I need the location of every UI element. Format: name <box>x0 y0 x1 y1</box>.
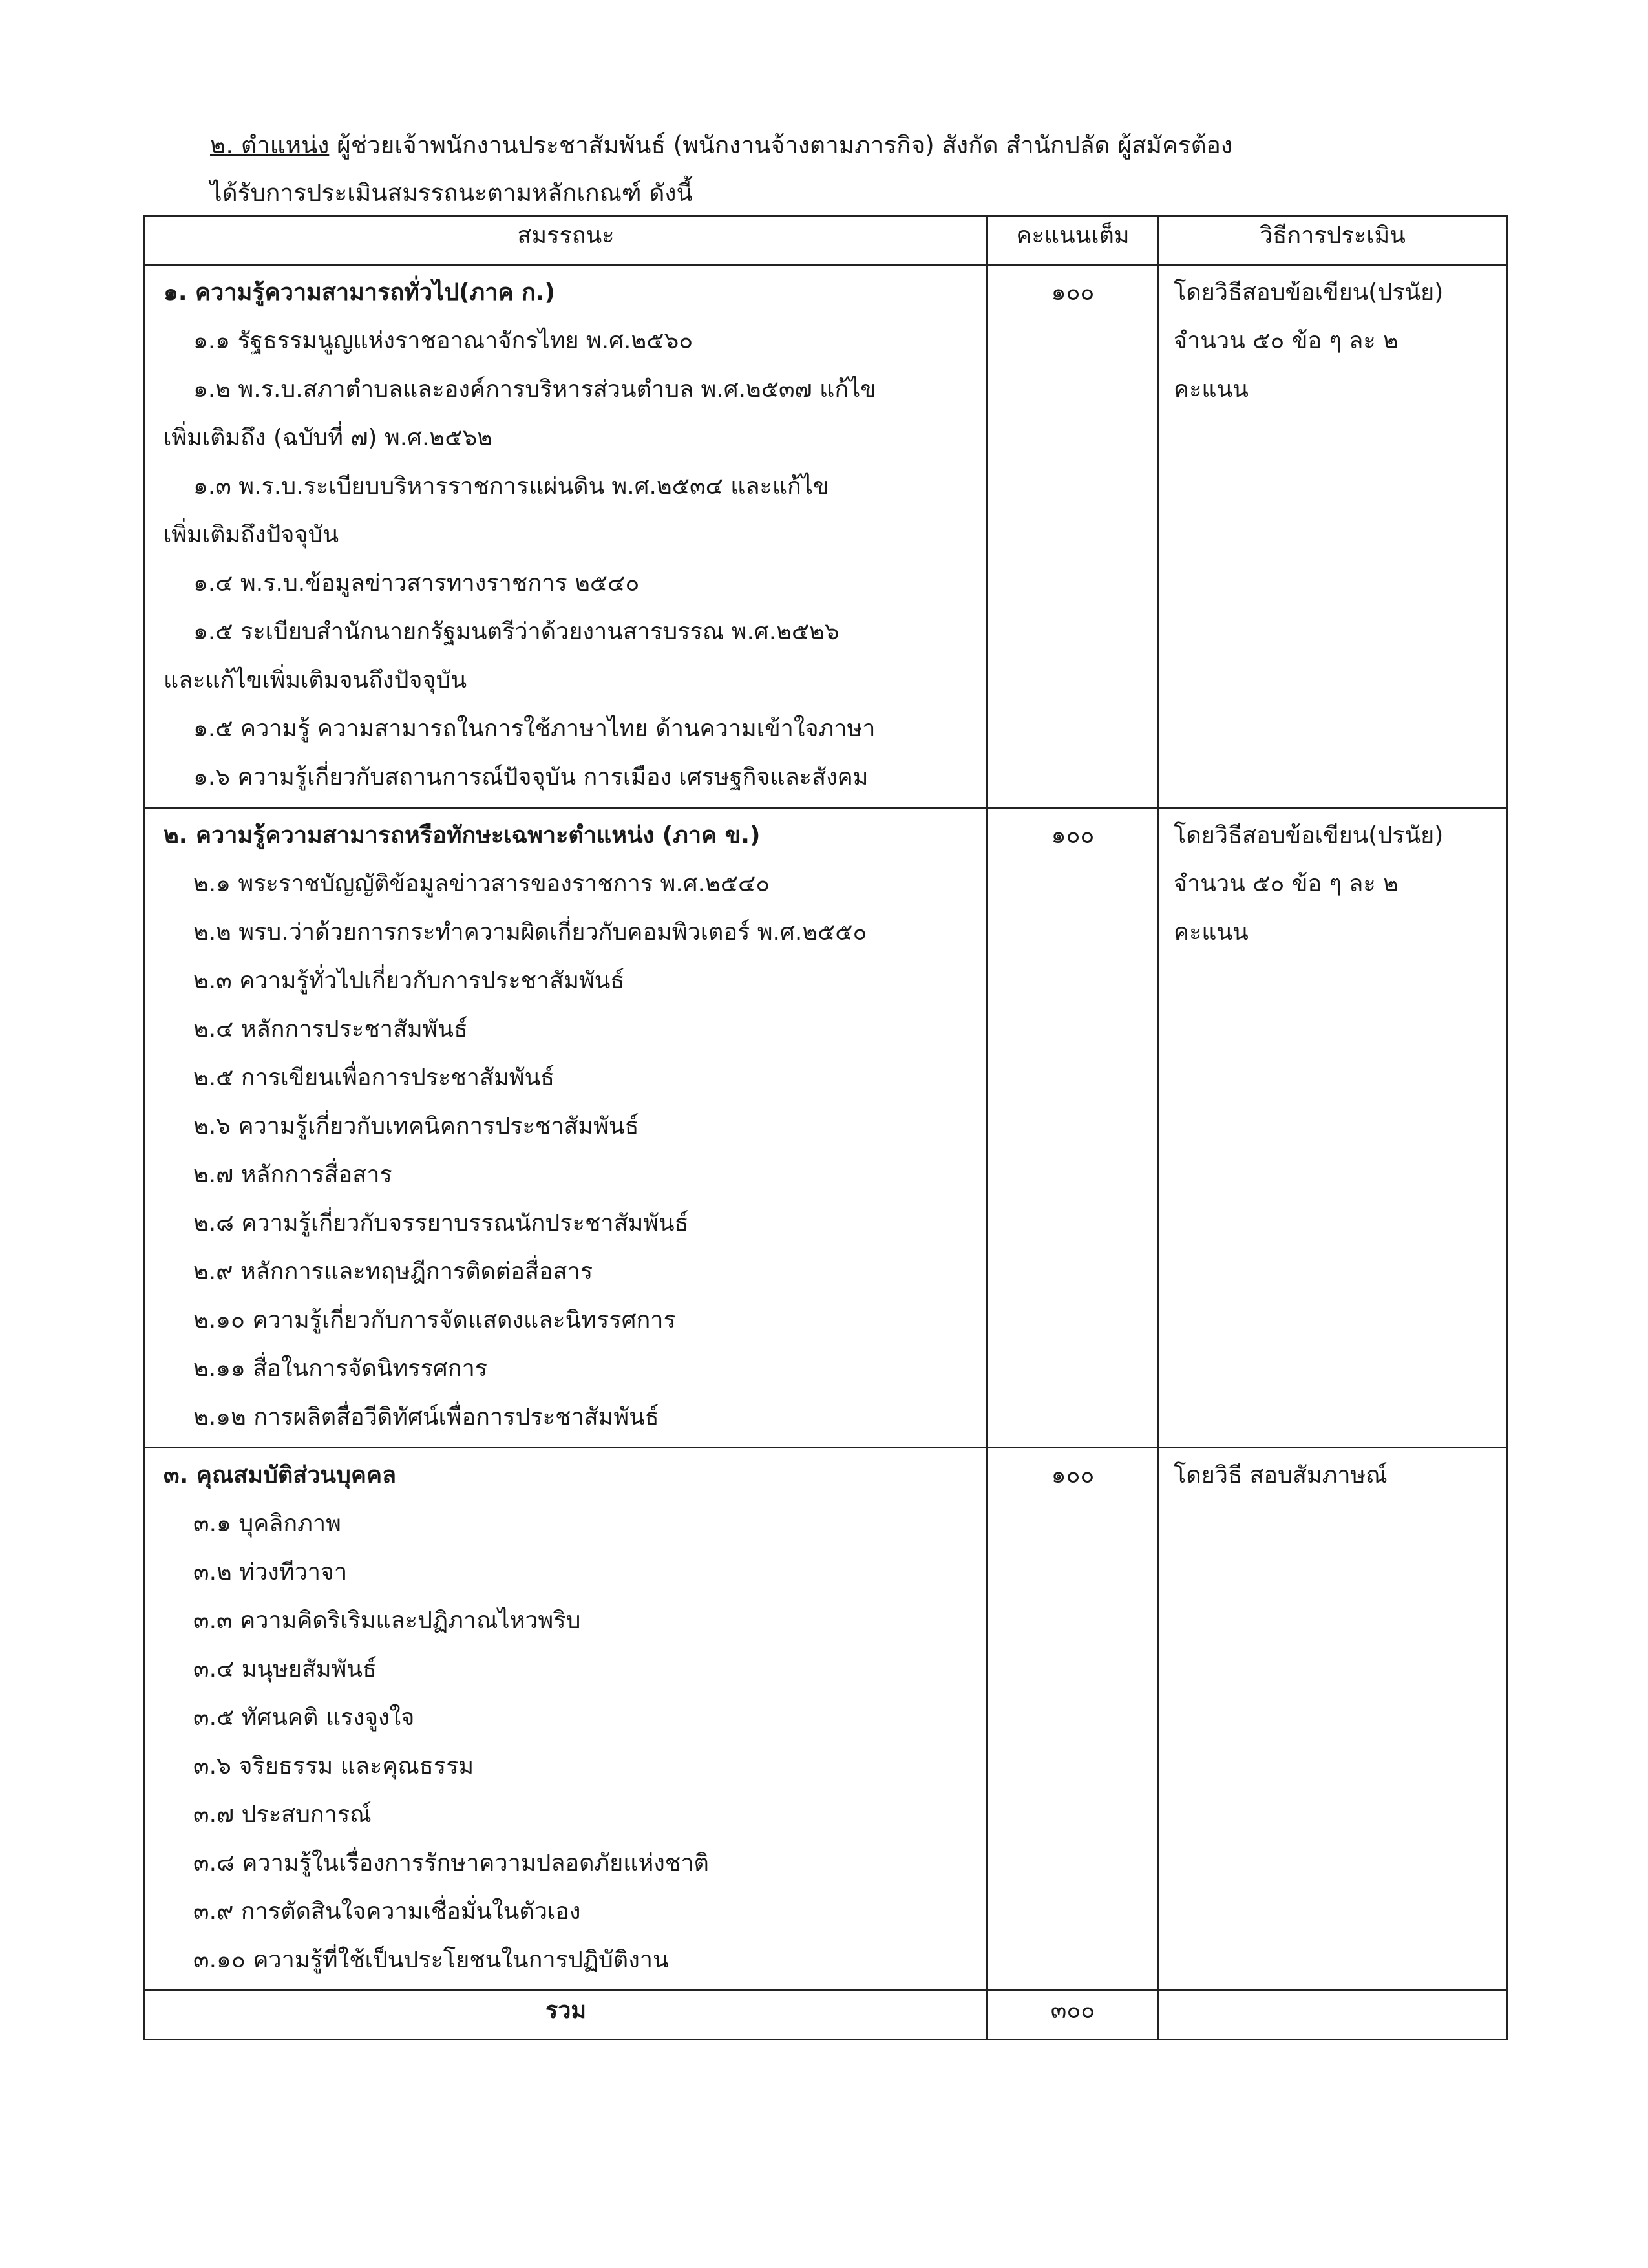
method-line: จำนวน ๕๐ ข้อ ๆ ละ ๒ <box>1174 328 1399 354</box>
list-item: ๑.๓ พ.ร.บ.ระเบียบบริหารราชการแผ่นดิน พ.ศ.๒๕๓๔ และแก้ไข <box>193 473 829 500</box>
section-title: ๓. คุณสมบัติส่วนบุคคล <box>164 1462 397 1489</box>
list-item: ๓.๖ จริยธรรม และคุณธรรม <box>193 1753 474 1779</box>
section-3-score: ๑๐๐ <box>988 1448 1159 1991</box>
section-1-score: ๑๐๐ <box>988 265 1159 808</box>
competency-table <box>143 215 1508 2040</box>
section-2-content <box>145 808 988 1448</box>
list-item: ๑.๒ พ.ร.บ.สภาตำบลและองค์การบริหารส่วนตำบล พ.ศ.๒๕๓๗ แก้ไข <box>193 376 876 403</box>
list-item: ๓.๔ มนุษยสัมพันธ์ <box>193 1656 377 1682</box>
table-header-row <box>145 216 1507 265</box>
list-item: เพิ่มเติมถึง (ฉบับที่ ๗) พ.ศ.๒๕๖๒ <box>164 425 493 451</box>
list-item: ๓.๗ ประสบการณ์ <box>193 1801 372 1828</box>
list-item: ๒.๑๐ ความรู้เกี่ยวกับการจัดแสดงและนิทรรศการ <box>193 1307 676 1333</box>
list-item: ๓.๒ ท่วงทีวาจา <box>193 1559 348 1585</box>
list-item: ๓.๓ ความคิดริเริมและปฏิภาณไหวพริบ <box>193 1607 581 1634</box>
total-score: ๓๐๐ <box>988 1991 1159 2040</box>
list-item: ๒.๖ ความรู้เกี่ยวกับเทคนิคการประชาสัมพันธ์ <box>193 1113 639 1139</box>
header-full-score: คะแนนเต็ม <box>988 216 1159 265</box>
position-label: ๒. ตำแหน่ง <box>210 131 330 159</box>
method-line: จำนวน ๕๐ ข้อ ๆ ละ ๒ <box>1174 871 1399 897</box>
section-title: ๑. ความรู้ความสามารถทั่วไป(ภาค ก.) <box>164 279 555 306</box>
section-title: ๒. ความรู้ความสามารถหรือทักษะเฉพาะตำแหน่ง (ภาค ข.) <box>164 822 761 849</box>
header-method: วิธีการประเมิน <box>1159 216 1507 265</box>
list-item: ๑.๖ ความรู้เกี่ยวกับสถานการณ์ปัจจุบัน การเมือง เศรษฐกิจและสังคม <box>193 764 869 790</box>
list-item: ๒.๕ การเขียนเพื่อการประชาสัมพันธ์ <box>193 1065 555 1091</box>
list-item: ๑.๕ ความรู้ ความสามารถในการใช้ภาษาไทย ด้านความเข้าใจภาษา <box>193 715 876 742</box>
list-item: ๒.๗ หลักการสื่อสาร <box>193 1161 392 1188</box>
section-row-1 <box>145 265 1507 808</box>
header-competency: สมรรถนะ <box>145 216 988 265</box>
method-line: โดยวิธีสอบข้อเขียน(ปรนัย) <box>1174 822 1444 849</box>
list-item: ๓.๕ ทัศนคติ แรงจูงใจ <box>193 1704 415 1731</box>
method-line: โดยวิธี สอบสัมภาษณ์ <box>1174 1462 1388 1489</box>
list-item: ๓.๑ บุคลิกภาพ <box>193 1510 341 1537</box>
list-item: ๒.๓ ความรู้ทั่วไปเกี่ยวกับการประชาสัมพันธ์ <box>193 968 625 994</box>
section-1-method <box>1159 265 1507 808</box>
list-item: ๒.๔ หลักการประชาสัมพันธ์ <box>193 1016 468 1043</box>
intro-paragraph <box>210 122 1470 217</box>
section-2-score: ๑๐๐ <box>988 808 1159 1448</box>
list-item: ๓.๙ การตัดสินใจความเชื่อมั่นในตัวเอง <box>193 1898 581 1925</box>
method-line: คะแนน <box>1174 919 1249 946</box>
section-row-2 <box>145 808 1507 1448</box>
list-item: ๒.๑ พระราชบัญญัติข้อมูลข่าวสารของราชการ พ.ศ.๒๕๔๐ <box>193 871 770 897</box>
section-3-content <box>145 1448 988 1991</box>
section-1-content <box>145 265 988 808</box>
total-label: รวม <box>145 1991 988 2040</box>
section-2-method <box>1159 808 1507 1448</box>
list-item: ๒.๘ ความรู้เกี่ยวกับจรรยาบรรณนักประชาสัมพันธ์ <box>193 1210 689 1236</box>
list-item: ๓.๑๐ ความรู้ที่ใช้เป็นประโยชนในการปฏิบัติงาน <box>193 1947 669 1973</box>
intro-line-2: ได้รับการประเมินสมรรถนะตามหลักเกณฑ์ ดังนี้ <box>210 179 693 207</box>
total-method <box>1159 1991 1507 2040</box>
intro-line-1 <box>210 122 1470 169</box>
list-item: ๑.๕ ระเบียบสำนักนายกรัฐมนตรีว่าด้วยงานสารบรรณ พ.ศ.๒๕๒๖ <box>193 619 840 645</box>
intro-line-1-text: ผู้ช่วยเจ้าพนักงานประชาสัมพันธ์ (พนักงานจ้างตามภารกิจ) สังกัด สำนักปลัด ผู้สมัครต้อง <box>329 131 1232 159</box>
section-row-3 <box>145 1448 1507 1991</box>
total-row <box>145 1991 1507 2040</box>
list-item: ๒.๙ หลักการและทฤษฎีการติดต่อสื่อสาร <box>193 1258 593 1285</box>
list-item: ๒.๑๒ การผลิตสื่อวีดิทัศน์เพื่อการประชาสัมพันธ์ <box>193 1404 659 1430</box>
list-item: ๑.๔ พ.ร.บ.ข้อมูลข่าวสารทางราชการ ๒๕๔๐ <box>193 570 640 597</box>
list-item: และแก้ไขเพิ่มเติมจนถึงปัจจุบัน <box>164 667 467 694</box>
section-3-method <box>1159 1448 1507 1991</box>
method-line: โดยวิธีสอบข้อเขียน(ปรนัย) <box>1174 279 1444 306</box>
list-item: เพิ่มเติมถึงปัจจุบัน <box>164 522 339 548</box>
list-item: ๑.๑ รัฐธรรมนูญแห่งราชอาณาจักรไทย พ.ศ.๒๕๖๐ <box>193 328 693 354</box>
list-item: ๓.๘ ความรู้ในเรื่องการรักษาความปลอดภัยแห่งชาติ <box>193 1850 709 1876</box>
list-item: ๒.๒ พรบ.ว่าด้วยการกระทำความผิดเกี่ยวกับคอมพิวเตอร์ พ.ศ.๒๕๕๐ <box>193 919 867 946</box>
method-line: คะแนน <box>1174 376 1249 403</box>
list-item: ๒.๑๑ สื่อในการจัดนิทรรศการ <box>193 1355 488 1382</box>
